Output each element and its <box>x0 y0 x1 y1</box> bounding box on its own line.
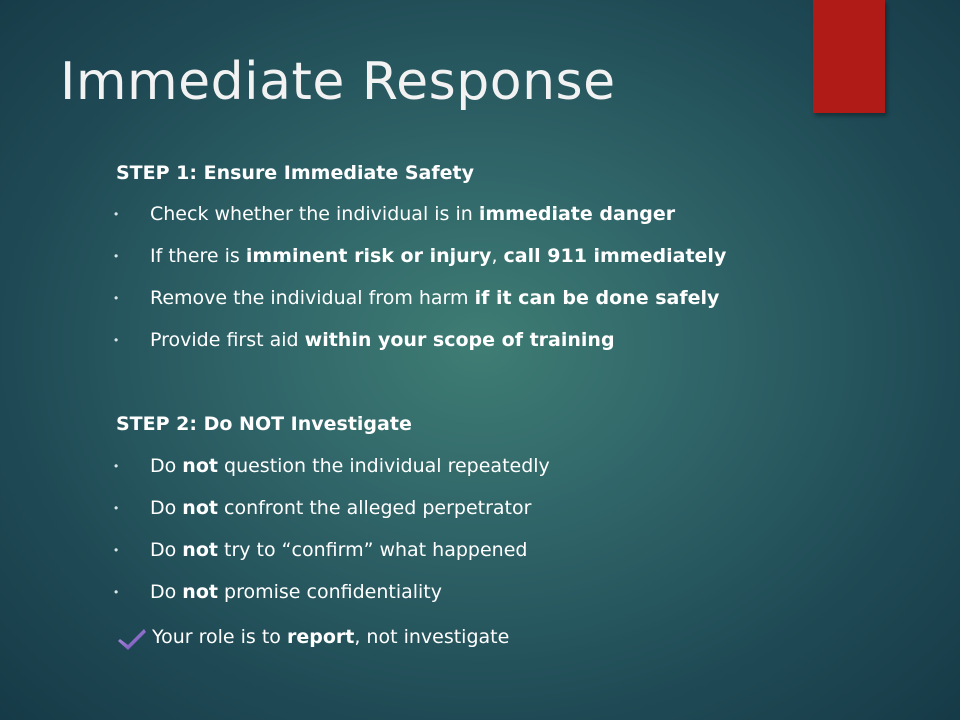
list-item <box>114 329 615 351</box>
list-item <box>114 581 442 603</box>
bullet-text: Do not question the individual repeatedly <box>150 455 550 477</box>
bullet-text: Check whether the individual is in immediate danger <box>150 203 676 225</box>
step2-heading: STEP 2: Do NOT Investigate <box>116 413 412 435</box>
bullet-icon: • <box>114 333 119 347</box>
step1-heading: STEP 1: Ensure Immediate Safety <box>116 162 475 184</box>
list-item <box>114 203 675 225</box>
bullet-text: Do not try to “confirm” what happened <box>150 539 528 561</box>
checkmark-icon <box>118 623 152 651</box>
bullet-text: Do not confront the alleged perpetrator <box>150 497 532 519</box>
list-item <box>114 539 527 561</box>
role-note-text: Your role is to report, not investigate <box>152 626 510 648</box>
bullet-icon: • <box>114 501 119 515</box>
bullet-icon: • <box>114 459 119 473</box>
bullet-icon: • <box>114 585 119 599</box>
bullet-text: If there is imminent risk or injury, call 911 immediately <box>150 245 727 267</box>
bullet-icon: • <box>114 249 119 263</box>
list-item <box>114 497 531 519</box>
bullet-text: Provide first aid within your scope of training <box>150 329 615 351</box>
bullet-icon: • <box>114 543 119 557</box>
list-item <box>114 245 726 267</box>
role-note <box>118 623 509 651</box>
slide-title: Immediate Response <box>60 52 616 112</box>
bullet-icon: • <box>114 207 119 221</box>
bullet-text: Do not promise confidentiality <box>150 581 442 603</box>
list-item <box>114 287 719 309</box>
accent-bar <box>813 0 885 113</box>
list-item <box>114 455 550 477</box>
bullet-text: Remove the individual from harm if it can be done safely <box>150 287 720 309</box>
bullet-icon: • <box>114 291 119 305</box>
